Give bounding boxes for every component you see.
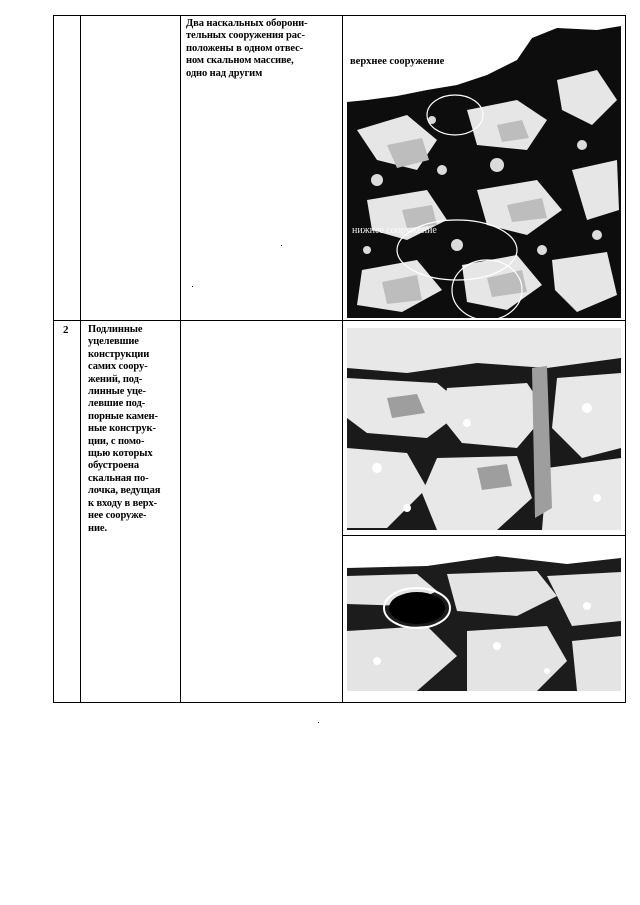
table-bottom-border (53, 702, 626, 703)
scan-speck (318, 722, 319, 723)
photo-caption-lower: нижнее сооружение (352, 225, 437, 236)
photo-stone-wall (347, 328, 621, 530)
table-top-border (53, 15, 626, 16)
photo-caption-upper: верхнее сооружение (350, 56, 445, 67)
column-divider-1 (80, 15, 81, 703)
table-left-border (53, 15, 54, 703)
scan-speck (281, 245, 282, 246)
table-right-border (625, 15, 626, 703)
column-divider-2 (180, 15, 181, 703)
scan-speck (192, 286, 193, 287)
row1-note: Два наскальных оборони- тельных сооружения рас- положены в одном отвес- ном скальном массиве, одно над другим (186, 18, 308, 79)
column-divider-3 (342, 15, 343, 703)
row-divider (53, 320, 626, 321)
photo-cave-entrance (347, 546, 621, 691)
row2-description: Подлинные уцелевшие конструкции самих соору- жений, под- линные уце- левшие под- порные камен- ные конструк- ции, с помо- щью которых обустроена скальная по- лочка, ведущая к входу в верх- нее сооруже- ние. (88, 324, 161, 534)
photo-cell-divider (343, 535, 626, 536)
row-number: 2 (63, 324, 69, 336)
